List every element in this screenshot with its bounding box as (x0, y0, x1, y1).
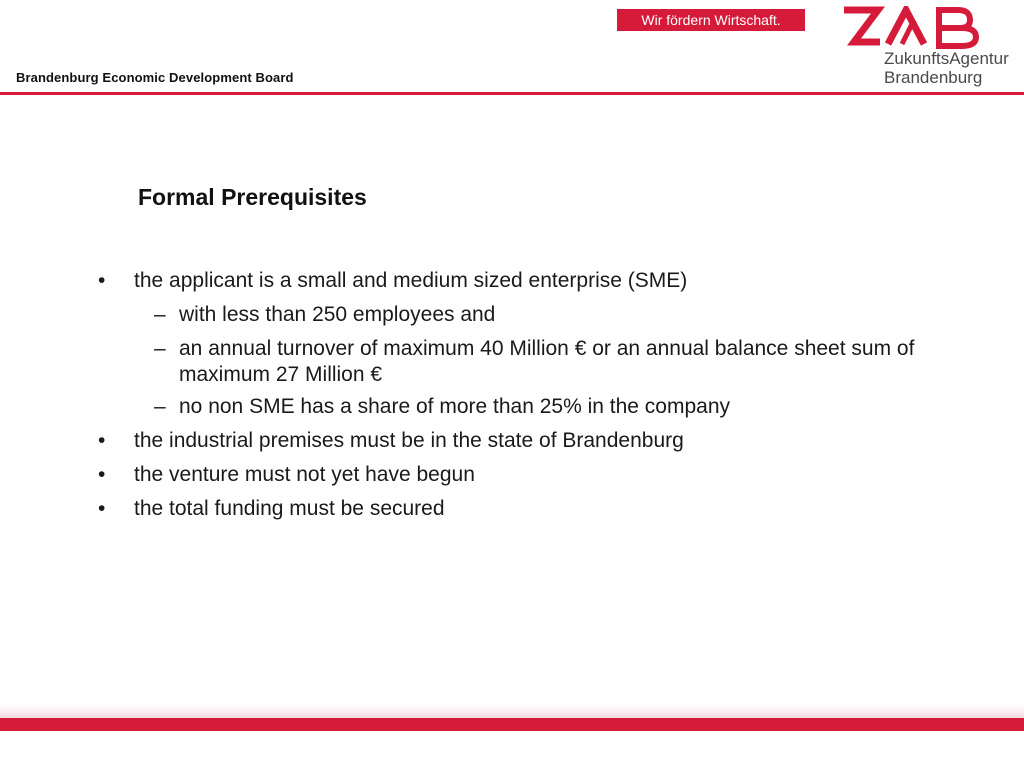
dash-icon: – (154, 303, 166, 326)
list-item-text: the applicant is a small and medium sized enterprise (SME) (134, 269, 688, 292)
bullet-icon: • (98, 463, 106, 486)
list-item-text: the industrial premises must be in the state of Brandenburg (134, 429, 684, 452)
bullet-icon: • (98, 429, 106, 452)
list-item (0, 394, 939, 420)
prerequisites-list (0, 268, 1024, 530)
slogan-badge: Wir fördern Wirtschaft. (617, 9, 805, 31)
list-item (0, 336, 939, 388)
zab-logo-icon (842, 6, 984, 50)
bullet-icon: • (98, 497, 106, 520)
logo-line-brandenburg: Brandenburg (884, 68, 983, 87)
list-item-text: an annual turnover of maximum 40 Million € or an annual balance sheet sum of maximum 27 Million € (179, 337, 915, 386)
footer-shade (0, 704, 1024, 718)
slide-title: Formal Prerequisites (138, 184, 367, 210)
list-item-text: the total funding must be secured (134, 497, 445, 520)
list-item (0, 462, 1024, 488)
logo-line-zukunftsagentur: ZukunftsAgentur (884, 49, 1009, 68)
bullet-icon: • (98, 269, 106, 292)
list-item (0, 268, 1024, 294)
list-item (0, 428, 1024, 454)
dash-icon: – (154, 395, 166, 418)
list-item-text: with less than 250 employees and (179, 303, 496, 326)
organization-name: Brandenburg Economic Development Board (16, 70, 294, 85)
list-item-text: the venture must not yet have begun (134, 463, 475, 486)
list-item-text: no non SME has a share of more than 25% in the company (179, 395, 730, 418)
zab-logo (842, 6, 1022, 92)
list-item (0, 496, 1024, 522)
dash-icon: – (154, 337, 166, 360)
footer-divider (0, 718, 1024, 731)
list-item (0, 302, 939, 328)
header-divider (0, 92, 1024, 95)
